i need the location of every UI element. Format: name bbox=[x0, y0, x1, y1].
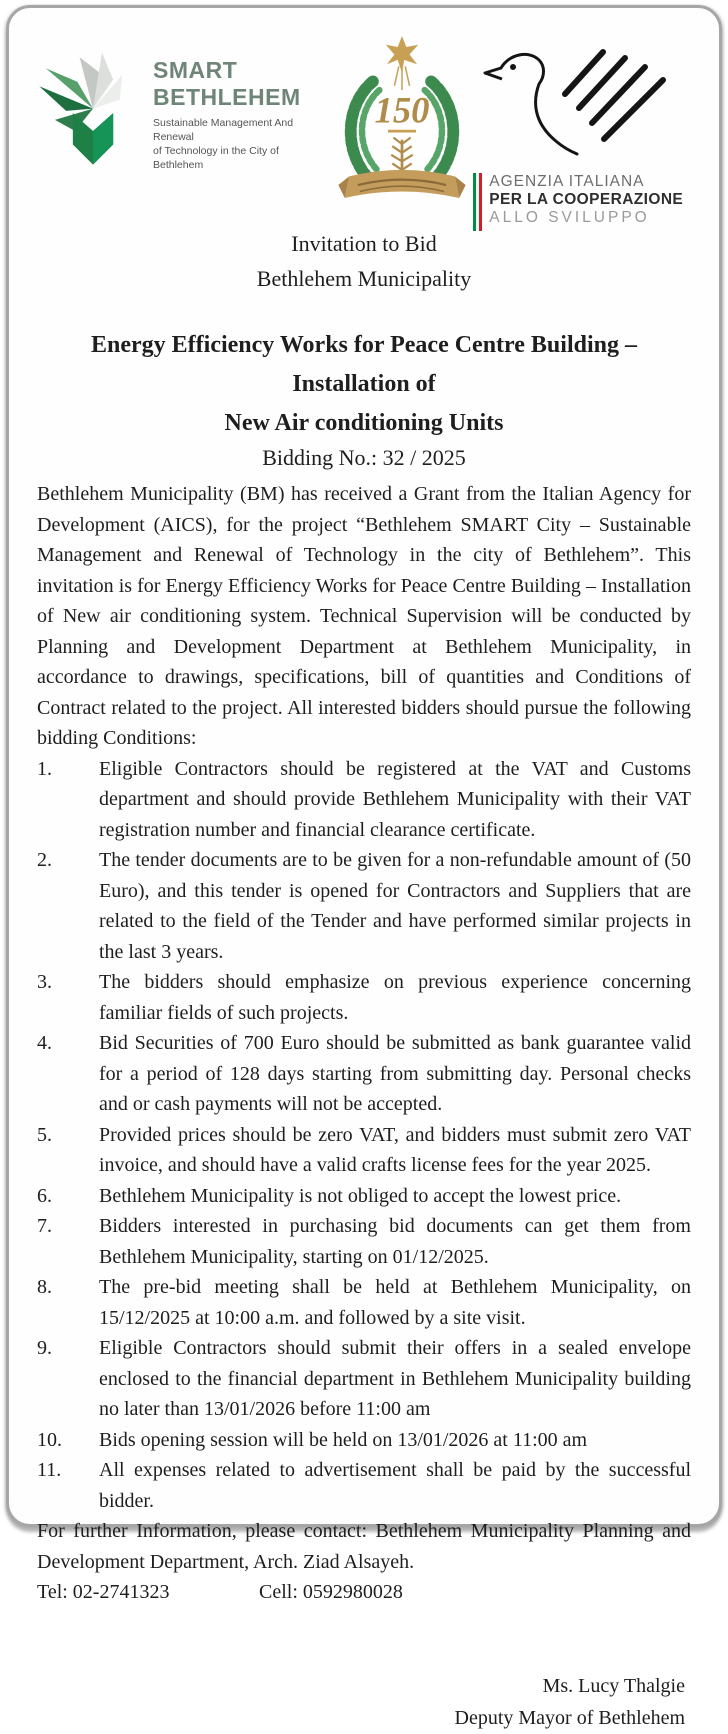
condition-text: Bids opening session will be held on 13/01/2026 at 11:00 am bbox=[99, 1428, 588, 1451]
aics-dove-icon bbox=[473, 149, 683, 166]
bethlehem-municipality-emblem-icon bbox=[331, 34, 473, 217]
condition-item-11 bbox=[37, 1455, 691, 1516]
smart-bethlehem-subtitle-2: of Technology in the City of Bethlehem bbox=[153, 145, 279, 171]
subject-line1: Energy Efficiency Works for Peace Centre Building – Installation of bbox=[91, 332, 637, 397]
condition-item-3 bbox=[37, 967, 691, 1028]
aics-line2: PER LA COOPERAZIONE bbox=[489, 191, 684, 208]
title-municipality: Bethlehem Municipality bbox=[256, 266, 472, 291]
italian-flag-bar-icon bbox=[473, 173, 482, 231]
smart-bethlehem-title: SMART BETHLEHEM bbox=[153, 57, 301, 110]
subject-line2: New Air conditioning Units bbox=[224, 410, 504, 436]
condition-text: Eligible Contractors should submit their offers in a sealed envelope enclosed to the financial department in Bethlehem Municipality building no later than 13/01/2026 before 11:00 am bbox=[99, 1337, 691, 1420]
condition-number: 3. bbox=[37, 971, 52, 993]
signature-name: Ms. Lucy Thalgie bbox=[542, 1675, 685, 1697]
condition-text: Bethlehem Municipality is not obliged to accept the lowest price. bbox=[99, 1184, 622, 1207]
condition-item-9 bbox=[37, 1333, 691, 1425]
document-page bbox=[6, 5, 722, 1729]
aics-line3: ALLO SVILUPPO bbox=[489, 209, 650, 226]
condition-item-4 bbox=[37, 1028, 691, 1120]
condition-number: 9. bbox=[37, 1337, 52, 1359]
condition-number: 6. bbox=[37, 1184, 52, 1207]
condition-item-8 bbox=[37, 1272, 691, 1333]
condition-item-6 bbox=[37, 1181, 691, 1212]
condition-number: 7. bbox=[37, 1215, 52, 1237]
contact-line bbox=[37, 1577, 691, 1608]
condition-number: 5. bbox=[37, 1123, 52, 1146]
condition-number: 8. bbox=[37, 1276, 52, 1298]
telephone-number: Tel: 02-2741323 bbox=[37, 1581, 170, 1603]
tender-subject bbox=[37, 326, 691, 443]
condition-text: The bidders should emphasize on previous experience concerning familiar fields of such projects. bbox=[99, 971, 691, 1024]
aics-line1: AGENZIA ITALIANA bbox=[489, 173, 645, 190]
condition-text: The tender documents are to be given for a non-refundable amount of (50 Euro), and this tender is opened for Contractors and Suppliers that are related to the field of the Tender and have performed similar projects in the last 3 years. bbox=[99, 849, 691, 963]
condition-item-7 bbox=[37, 1211, 691, 1272]
condition-number: 10. bbox=[37, 1428, 62, 1451]
condition-item-2 bbox=[37, 845, 691, 967]
smart-bethlehem-logo bbox=[37, 50, 331, 179]
smart-bethlehem-star-icon bbox=[37, 50, 149, 179]
condition-text: Bid Securities of 700 Euro should be submitted as bank guarantee valid for a period of 128 days starting from submitting day. Personal checks and or cash payments will not be accepted. bbox=[99, 1032, 691, 1115]
condition-number: 1. bbox=[37, 757, 52, 780]
condition-number: 4. bbox=[37, 1032, 52, 1054]
signature-title: Deputy Mayor of Bethlehem bbox=[454, 1707, 685, 1729]
condition-text: Provided prices should be zero VAT, and bidders must submit zero VAT invoice, and should have a valid crafts license fees for the year 2025. bbox=[99, 1123, 691, 1176]
header-logos bbox=[37, 34, 691, 226]
condition-text: Bidders interested in purchasing bid documents can get them from Bethlehem Municipality, starting on 01/12/2025. bbox=[99, 1215, 691, 1268]
condition-number: 11. bbox=[37, 1459, 62, 1481]
intro-paragraph: Bethlehem Municipality (BM) has received a Grant from the Italian Agency for Development (AICS), for the project “Bethlehem SMART City – Sustainable Management and Renewal of Technology in the city of Bethlehem”. This invitation is for Energy Efficiency Works for Peace Centre Building – Installation of New air conditioning system. Technical Supervision will be conducted by Planning and Development Department at Bethlehem Municipality, in accordance to drawings, specifications, bill of quantities and Conditions of Contract related to the project. All interested bidders should pursue the following bidding Conditions: bbox=[37, 483, 691, 749]
aics-logo bbox=[473, 42, 691, 231]
bidding-number: Bidding No.: 32 / 2025 bbox=[262, 445, 466, 470]
emblem-150-text: 150 bbox=[374, 89, 430, 131]
signature-block bbox=[37, 1670, 691, 1734]
condition-item-10 bbox=[37, 1425, 691, 1456]
smart-bethlehem-subtitle-1: Sustainable Management And Renewal bbox=[153, 117, 294, 143]
flag-red bbox=[479, 173, 482, 231]
cell-number: Cell: 0592980028 bbox=[259, 1581, 403, 1603]
smart-bethlehem-text bbox=[153, 57, 331, 172]
document-title bbox=[37, 226, 691, 296]
condition-item-5 bbox=[37, 1120, 691, 1181]
condition-number: 2. bbox=[37, 849, 52, 871]
condition-item-1 bbox=[37, 754, 691, 846]
bidding-conditions-list bbox=[37, 754, 691, 1517]
further-info-paragraph: For further Information, please contact: Bethlehem Municipality Planning and Development Department, Arch. Ziad Alsayeh. bbox=[37, 1520, 691, 1573]
condition-text: All expenses related to advertisement shall be paid by the successful bidder. bbox=[99, 1459, 691, 1512]
title-invitation: Invitation to Bid bbox=[291, 231, 437, 256]
condition-text: Eligible Contractors should be registered at the VAT and Customs department and should provide Bethlehem Municipality with their VAT registration number and financial clearance certificate. bbox=[99, 757, 691, 841]
condition-text: The pre-bid meeting shall be held at Bethlehem Municipality, on 15/12/2025 at 10:00 a.m. and followed by a site visit. bbox=[99, 1276, 691, 1329]
